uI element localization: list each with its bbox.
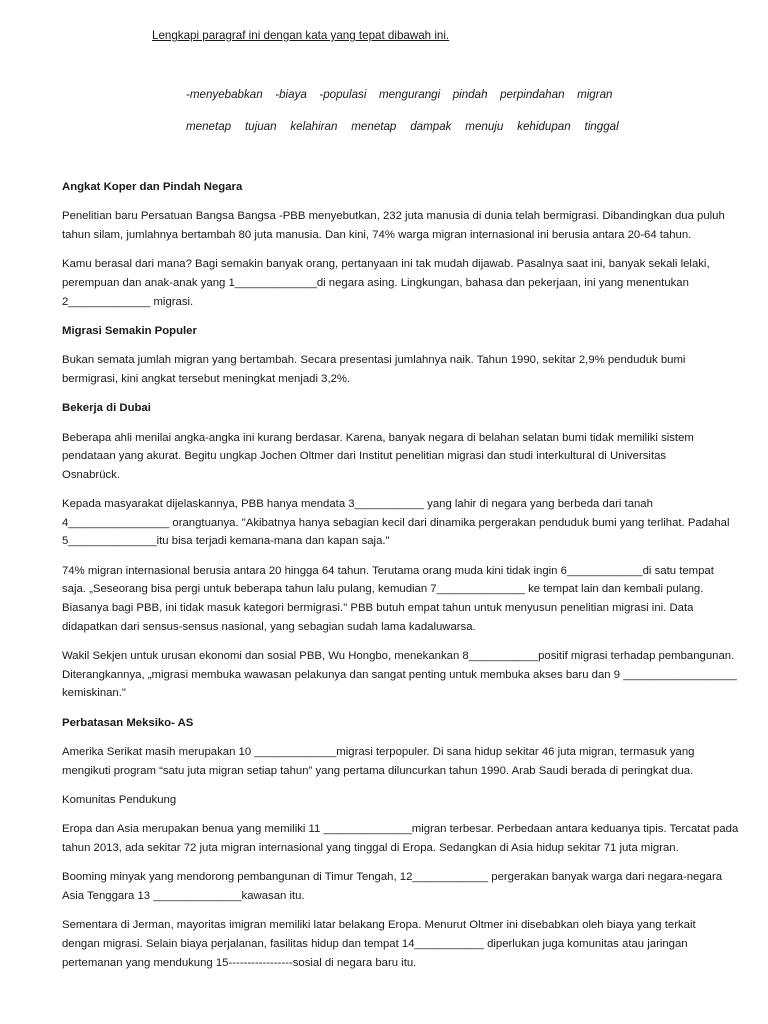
text-line: Booming minyak yang mendorong pembangunan di Timur Tengah, 12____________ pergerakan banyak warga dari negara-negara — [62, 871, 723, 884]
text-line: Bukan semata jumlah migran yang bertambah. Secara presentasi jumlahnya naik. Tahun 1990, sekitar 2,9% penduduk bumi — [62, 354, 686, 367]
word-bank-item: tujuan — [244, 120, 277, 133]
instruction-heading: Lengkapi paragraf ini dengan kata yang tepat dibawah ini. — [152, 29, 450, 42]
article-body — [62, 178, 742, 983]
text-line: Diterangkannya, „migrasi membuka wawasan pelakunya dan sangat penting untuk membuka akses baru dan 9 __________________ — [62, 668, 737, 681]
text-line: bermigrasi, kini angkat tersebut meningkat menjadi 3,2%. — [62, 372, 351, 385]
word-bank-item: tinggal — [584, 120, 619, 133]
text-line: Penelitian baru Persatuan Bangsa Bangsa -PBB menyebutkan, 232 juta manusia di dunia telah bermigrasi. Dibandingkan dua puluh — [62, 210, 725, 223]
word-bank-item: perpindahan — [500, 88, 565, 101]
text-line: 4________________ orangtuanya. "Akibatnya hanya sebagian kecil dari dinamika pergerakan penduduk bumi yang terlihat. Padahal — [62, 516, 730, 529]
word-bank-item: menetap — [186, 120, 232, 133]
section-title: Bekerja di Dubai — [62, 402, 151, 415]
text-line: 2_____________ migrasi. — [62, 295, 194, 308]
text-line: Amerika Serikat masih merupakan 10 _____________migrasi terpopuler. Di sana hidup sekitar 46 juta migran, termasuk yang — [62, 746, 695, 759]
word-bank-row-2 — [186, 120, 629, 133]
paragraph — [62, 743, 742, 780]
word-bank-item: menuju — [465, 120, 504, 133]
text-line: didapatkan dari sensus-sensus nasional, yang sebagian sudah lama kadaluwarsa. — [62, 620, 476, 633]
text-line: pendataan yang akurat. Begitu ungkap Jochen Oltmer dari Institut penelitian migrasi dan studi interkultural di Universitas — [62, 450, 667, 463]
section-title: Perbatasan Meksiko- AS — [62, 716, 194, 729]
text-line: 74% migran internasional berusia antara 20 hingga 64 tahun. Terutama orang muda kini tidak ingin 6____________di satu tempat — [62, 564, 714, 577]
word-bank-row-1 — [186, 88, 622, 101]
paragraph — [62, 916, 742, 972]
text-line: Sementara di Jerman, mayoritas imigran memiliki latar belakang Eropa. Menurut Oltmer ini disebabkan oleh biaya yang terkait — [62, 919, 696, 932]
text-line: pertemanan yang mendukung 15-----------------sosial di negara baru itu. — [62, 956, 417, 969]
word-bank-item: -menyebabkan — [186, 88, 263, 101]
text-line: mengikuti program “satu juta migran setiap tahun” yang pertama diluncurkan tahun 1990. Arab Saudi berada di peringkat dua. — [62, 764, 694, 777]
word-bank-item: -populasi — [319, 88, 367, 101]
text-line: 5______________itu bisa terjadi kemana-mana dan kapan saja." — [62, 535, 390, 548]
paragraph — [62, 429, 742, 485]
paragraph — [62, 647, 742, 703]
paragraph — [62, 351, 742, 388]
text-line: kemiskinan." — [62, 687, 126, 700]
word-bank-item: menetap — [351, 120, 397, 133]
paragraph — [62, 562, 742, 636]
section-title: Migrasi Semakin Populer — [62, 324, 197, 337]
text-line: Biasanya bagi PBB, ini tidak masuk kategori bermigrasi." PBB butuh empat tahun untuk menyusun penelitian migrasi ini. Data — [62, 602, 694, 615]
paragraph — [62, 255, 742, 311]
word-bank-item: kelahiran — [290, 120, 338, 133]
paragraph — [62, 495, 742, 551]
text-line: Wakil Sekjen untuk urusan ekonomi dan sosial PBB, Wu Hongbo, menekankan 8___________positif migrasi terhadap pembangunan. — [62, 650, 735, 663]
text-line: saja. „Seseorang bisa pergi untuk beberapa tahun lalu pulang, kemudian 7______________ ke tempat lain dan kembali pulang. — [62, 583, 704, 596]
word-bank-item: migran — [577, 88, 613, 101]
paragraph — [62, 868, 742, 905]
text-line: dengan migrasi. Selain biaya perjalanan, fasilitas hidup dan tempat 14___________ diperlukan juga komunitas atau jaringan — [62, 937, 688, 950]
text-line: tahun silam, jumlahnya bertambah 80 juta manusia. Dan kini, 74% warga migran internasional ini berusia antara 20-64 tahun. — [62, 228, 692, 241]
word-bank-item: -biaya — [275, 88, 307, 101]
text-line: Kepada masyarakat dijelaskannya, PBB hanya mendata 3___________ yang lahir di negara yang berbeda dari tanah — [62, 498, 653, 511]
text-line: Beberapa ahli menilai angka-angka ini kurang berdasar. Karena, banyak negara di belahan selatan bumi tidak memiliki sistem — [62, 431, 694, 444]
word-bank-item: pindah — [452, 88, 488, 101]
word-bank-item: mengurangi — [378, 88, 441, 101]
text-line: tahun 2013, ada sekitar 72 juta migran internasional yang tinggal di Eropa. Sedangkan di Asia hidup sekitar 71 juta migran. — [62, 841, 679, 854]
section-title: Angkat Koper dan Pindah Negara — [62, 181, 243, 193]
paragraph — [62, 207, 742, 244]
text-line: Osnabrück. — [62, 468, 121, 481]
word-bank-item: kehidupan — [517, 120, 571, 133]
word-bank-item: dampak — [410, 120, 452, 133]
text-line: Eropa dan Asia merupakan benua yang memiliki 11 ______________migran terbesar. Perbedaan antara keduanya tipis. Tercatat pada — [62, 823, 739, 836]
text-line: Kamu berasal dari mana? Bagi semakin banyak orang, pertanyaan ini tak mudah dijawab. Pasalnya saat ini, banyak sekali lelaki, — [62, 258, 710, 271]
section-title: Komunitas Pendukung — [62, 794, 177, 806]
paragraph — [62, 820, 742, 857]
text-line: perempuan dan anak-anak yang 1_____________di negara asing. Lingkungan, bahasa dan pekerjaan, ini yang menentukan — [62, 276, 689, 289]
text-line: Asia Tenggara 13 ______________kawasan itu. — [62, 889, 305, 902]
